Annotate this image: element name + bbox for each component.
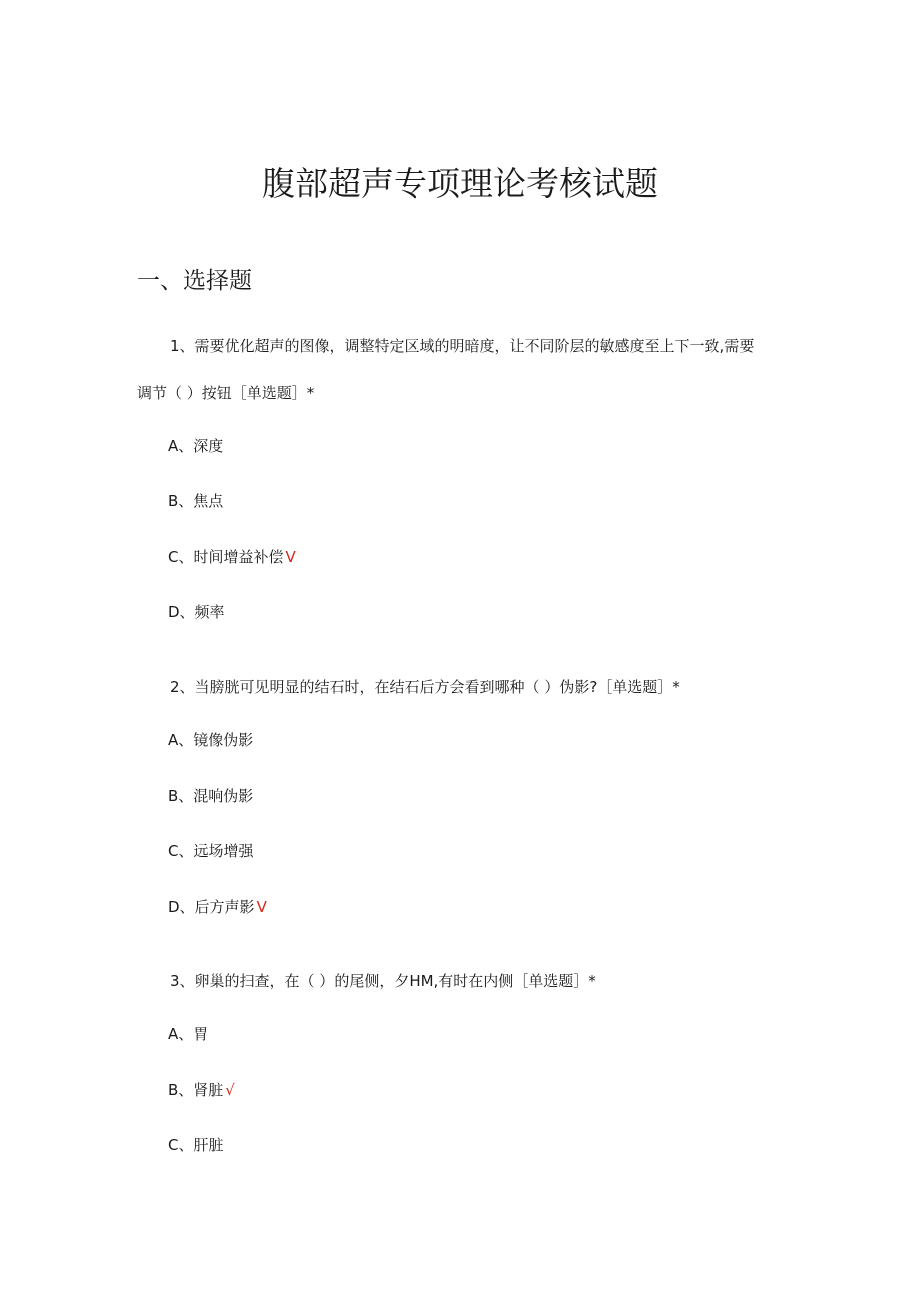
question-1-option-a[interactable] [168,436,225,456]
document-title: 腹部超声专项理论考核试题 [262,164,658,203]
question-3-option-a[interactable] [168,1024,210,1044]
question-3-stem: 3、卵巢的扫查，在（ ）的尾侧，夕HM,有时在内侧［单选题］* [170,972,596,990]
option-text: D、后方声影 [168,898,255,916]
question-2-option-b[interactable] [168,786,255,806]
option-text: A、深度 [168,437,224,455]
correct-answer-mark: √ [225,1081,235,1099]
question-1-stem-line-1: 1、需要优化超声的图像，调整特定区域的明暗度，让不同阶层的敏感度至上下一致,需要 [170,337,755,355]
option-text: C、时间增益补偿 [168,548,284,566]
section-heading: 一、选择题 [137,268,252,294]
question-2-stem: 2、当膀胱可见明显的结石时，在结石后方会看到哪种（ ）伪影?［单选题］* [170,678,680,696]
correct-answer-mark: V [256,898,267,916]
option-text: C、肝脏 [168,1136,224,1154]
question-1-option-d[interactable] [168,602,227,622]
question-3-option-b[interactable] [168,1080,235,1100]
option-text: A、胃 [168,1025,209,1043]
question-2-option-a[interactable] [168,730,255,750]
option-text: C、远场增强 [168,842,254,860]
option-text: B、焦点 [168,492,224,510]
correct-answer-mark: V [285,548,296,566]
option-text: B、肾脏 [168,1081,224,1099]
question-3-option-c[interactable] [168,1135,225,1155]
question-1-option-b[interactable] [168,491,225,511]
option-text: A、镜像伪影 [168,731,254,749]
question-1-option-c[interactable] [168,547,296,567]
question-1-stem-line-2: 调节（ ）按钮［单选题］* [137,384,315,402]
question-2-option-c[interactable] [168,841,255,861]
question-2-option-d[interactable] [168,897,267,917]
option-text: D、频率 [168,603,225,621]
option-text: B、混响伪影 [168,787,254,805]
